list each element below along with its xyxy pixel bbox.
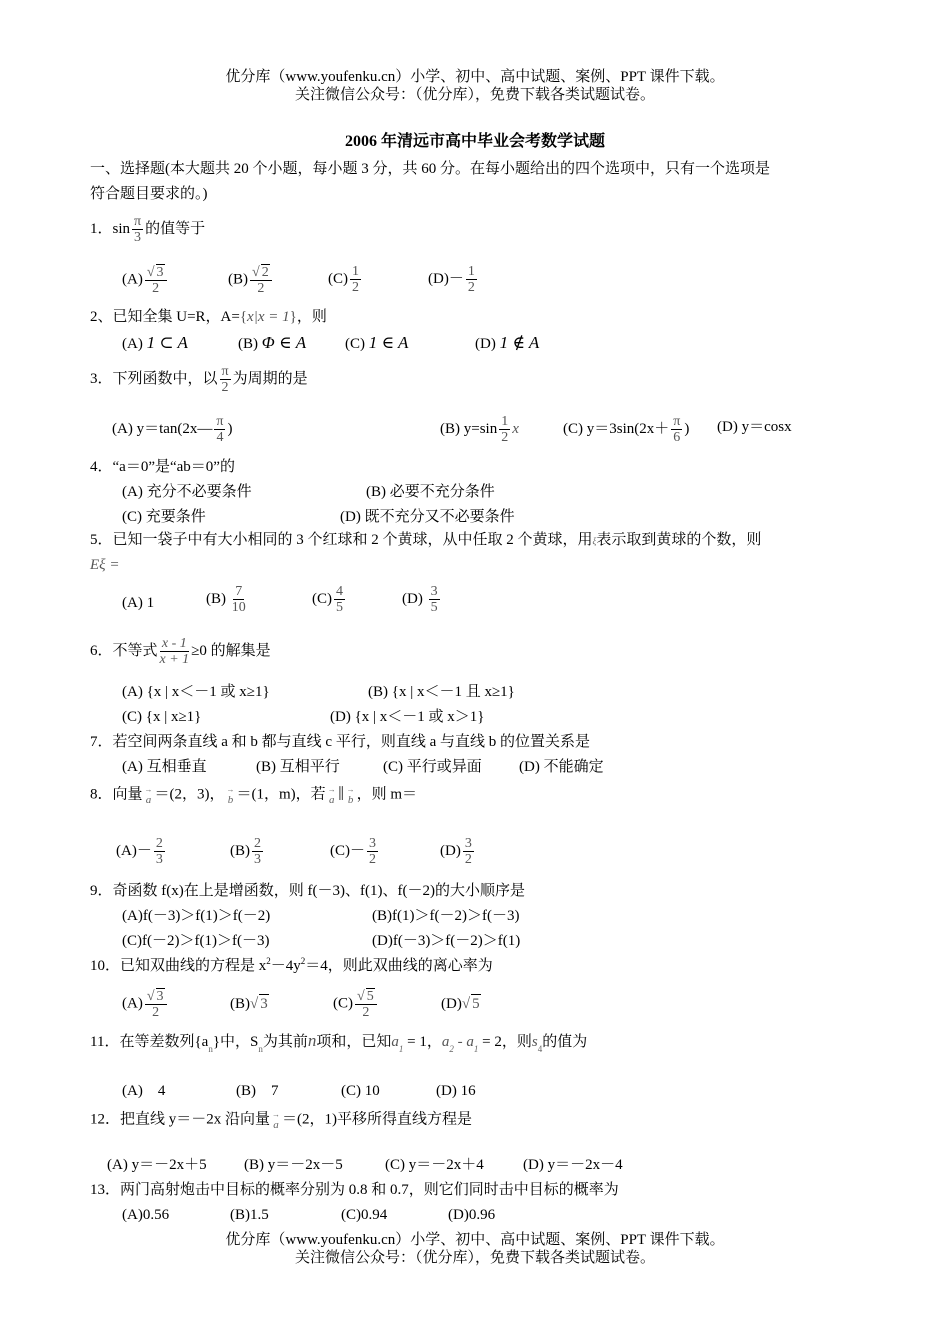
q2-option-b[interactable]	[238, 334, 306, 353]
q8-d-den: 2	[464, 852, 472, 867]
q2-option-d[interactable]	[475, 334, 539, 353]
q3-stem-post: 为周期的是	[232, 370, 308, 387]
question-10-stem	[90, 957, 493, 976]
q4-option-c[interactable]: (C) 充要条件	[122, 509, 206, 525]
q12-option-c[interactable]: (C) y＝－2x＋4	[385, 1157, 484, 1173]
q4-option-b[interactable]: (B) 必要不充分条件	[366, 484, 495, 500]
q3-c-pre: (C) y＝3sin(2x＋	[563, 420, 670, 437]
q8-stem-1: 8．向量	[90, 786, 143, 803]
q11-option-d[interactable]: (D) 16	[436, 1083, 476, 1099]
q3-b-den: 2	[501, 430, 509, 445]
q10-option-a[interactable]	[122, 988, 169, 1020]
q1-a-label: (A)	[122, 271, 143, 288]
q1-option-a[interactable]	[122, 264, 169, 296]
q8-option-a[interactable]	[116, 836, 167, 867]
q3-frac	[220, 364, 231, 395]
q11-option-b[interactable]: (B) 7	[236, 1083, 279, 1099]
q8-b-frac	[252, 836, 263, 867]
q11-cond2-sub2: 2	[449, 1044, 454, 1054]
q5-xi: ξ	[592, 536, 597, 546]
q5-c-num: 4	[336, 584, 343, 599]
q10-b-rad: 3	[260, 996, 268, 1012]
q11-option-a[interactable]: (A) 4	[122, 1083, 166, 1099]
q5-option-b[interactable]	[206, 584, 248, 615]
q1-c-label: (C)	[328, 270, 348, 287]
question-11-stem	[90, 1032, 587, 1052]
question-6-stem	[90, 636, 271, 667]
q2-d-expr: 1 ∉ A	[499, 333, 540, 352]
question-12-stem	[90, 1110, 472, 1130]
q3-b-post: x	[512, 420, 519, 437]
q12-vector-a: → a	[272, 1110, 281, 1131]
q8-vector-b: → b	[226, 785, 235, 806]
q10-sup-2: 2	[300, 956, 306, 966]
q1-a-den: 2	[152, 281, 160, 296]
q11-cond1-a: a	[391, 1034, 399, 1050]
q12-stem-post: ＝(2，1)平移所得直线方程是	[282, 1111, 473, 1128]
q4-option-a[interactable]: (A) 充分不必要条件	[122, 484, 252, 500]
q2-c-label: (C)	[345, 336, 365, 352]
q11-sub-n2: n	[258, 1044, 263, 1054]
q12-option-d[interactable]: (D) y＝－2x－4	[523, 1157, 623, 1173]
q5-option-d[interactable]	[402, 584, 442, 615]
question-5-stem	[90, 531, 761, 550]
q3-option-a[interactable]	[112, 414, 232, 445]
q3-b-pre: (B) y=sin	[440, 420, 498, 437]
q3-b-num: 1	[501, 414, 509, 429]
q11-cond2-sub1: 1	[473, 1044, 479, 1054]
q2-option-c[interactable]	[345, 334, 408, 353]
q4-option-d[interactable]: (D) 既不充分又不必要条件	[340, 509, 515, 525]
q5-d-frac	[429, 584, 440, 615]
q1-option-b[interactable]	[228, 264, 274, 296]
q11-cond2-a2: a	[441, 1034, 450, 1050]
q10-c-rad: 5	[366, 989, 374, 1004]
q8-a-den: 3	[155, 852, 163, 867]
q7-option-d[interactable]: (D) 不能确定	[519, 759, 604, 775]
q8-option-b[interactable]	[230, 836, 265, 867]
q3-b-frac	[499, 414, 510, 445]
q1-option-d[interactable]	[428, 264, 479, 295]
q8-b-num: 2	[254, 836, 261, 851]
q11-s: s	[531, 1034, 538, 1050]
q2-set-expr: x|x = 1	[247, 309, 290, 325]
q1-c-frac	[350, 264, 361, 295]
q5-b-label: (B)	[206, 590, 226, 607]
q2-option-a[interactable]	[122, 334, 188, 353]
q7-option-a[interactable]: (A) 互相垂直	[122, 759, 207, 775]
q8-c-den: 2	[369, 852, 376, 867]
q1-a-rad: 3	[156, 265, 164, 280]
q5-line-2: Eξ =	[90, 557, 120, 573]
q2-b-expr: Φ ∈ A	[261, 333, 307, 352]
q3-frac-num: π	[221, 364, 229, 379]
q3-option-c[interactable]	[563, 414, 689, 445]
q1-c-num: 1	[352, 264, 359, 279]
q1-c-den: 2	[352, 280, 359, 295]
q11-option-c[interactable]: (C) 10	[341, 1083, 380, 1099]
q8-option-c[interactable]	[330, 836, 380, 867]
q8-c-frac	[367, 836, 378, 867]
q3-a-post: )	[227, 420, 233, 437]
q12-stem-pre: 12．把直线 y＝－2x 沿向量	[90, 1111, 271, 1128]
question-4-stem: 4．“a＝0”是“ab＝0”的	[90, 459, 235, 475]
q3-c-num: π	[673, 414, 681, 429]
q8-a-frac	[154, 836, 165, 867]
q7-option-c[interactable]: (C) 平行或异面	[383, 759, 482, 775]
q5-option-a[interactable]: (A) 1	[122, 595, 155, 611]
q8-vector-b-2: → b	[346, 785, 355, 806]
q10-a-den: 2	[152, 1005, 160, 1020]
q5-b-den: 10	[231, 600, 246, 615]
q3-a-pre: (A) y＝tan(2x—	[112, 420, 213, 437]
q6-option-b[interactable]: (B) {x | x＜－1 且 x≥1}	[368, 684, 515, 700]
q11-cond1-eq: = 1，	[403, 1034, 442, 1050]
q5-d-num: 3	[430, 584, 438, 599]
q1-b-rad: 2	[261, 265, 269, 280]
q6-option-a[interactable]: (A) {x | x＜－1 或 x≥1}	[122, 684, 270, 700]
q11-sub-n1: n	[208, 1044, 213, 1054]
q8-vector-a: → a	[144, 785, 153, 806]
q2-stem-pre: 2、已知全集 U=R，A=	[90, 309, 240, 325]
q3-c-post: )	[684, 420, 690, 437]
q1-d-label: (D)－	[428, 270, 464, 287]
q11-stem-6: 的值为	[542, 1034, 588, 1050]
header-line-1: 优分库（www.youfenku.cn）小学、初中、高中试题、案例、PPT 课件下载。	[225, 69, 725, 85]
q3-option-b[interactable]	[440, 414, 519, 445]
q13-option-a[interactable]: (A)0.56	[122, 1207, 170, 1223]
q13-option-b[interactable]: (B)1.5	[230, 1207, 269, 1223]
q10-a-rad: 3	[156, 989, 164, 1004]
q5-b-num: 7	[235, 584, 243, 599]
q13-option-c[interactable]: (C)0.94	[341, 1207, 388, 1223]
question-1-stem	[90, 214, 205, 245]
q3-a-num: π	[216, 414, 224, 429]
q1-d-frac	[466, 264, 477, 295]
q10-stem-post: ＝4，则此双曲线的离心率为	[305, 958, 493, 974]
q2-c-expr: 1 ∈ A	[368, 333, 409, 352]
section-instruction-line-2: 符合题目要求的。)	[90, 186, 208, 202]
q11-n: n	[307, 1031, 317, 1050]
q5-c-frac	[334, 584, 345, 615]
q5-stem-pre: 5．已知一袋子中有大小相同的 3 个红球和 2 个黄球，从中任取 2 个黄球，用	[90, 532, 593, 548]
q8-vec-a2-label: a	[328, 794, 335, 806]
q2-a-expr: 1 ⊂ A	[146, 333, 188, 352]
q1-frac	[132, 214, 143, 245]
q5-option-c[interactable]	[312, 584, 347, 615]
q10-option-b[interactable]: (B)√ 3	[230, 996, 268, 1012]
footer-line-1: 优分库（www.youfenku.cn）小学、初中、高中试题、案例、PPT 课件下载。	[225, 1232, 725, 1248]
q9-option-c[interactable]: (C)f(－2)＞f(1)＞f(－3)	[122, 933, 270, 949]
q3-stem-pre: 3．下列函数中，以	[90, 370, 218, 387]
question-3-stem	[90, 364, 308, 395]
q11-cond-1	[391, 1034, 404, 1054]
q6-frac-num: x - 1	[161, 636, 187, 651]
q6-stem-post: ≥0 的解集是	[191, 642, 271, 659]
q6-stem-pre: 6．不等式	[90, 642, 158, 659]
q6-option-c[interactable]: (C) {x | x≥1}	[122, 709, 202, 725]
q9-option-b[interactable]: (B)f(1)＞f(－2)＞f(－3)	[372, 908, 520, 924]
q9-option-a[interactable]: (A)f(－3)＞f(1)＞f(－2)	[122, 908, 271, 924]
q8-vector-a-2: → a	[327, 785, 336, 806]
q11-cond2-eq: = 2	[478, 1034, 502, 1050]
question-7-stem: 7．若空间两条直线 a 和 b 都与直线 c 平行，则直线 a 与直线 b 的位置关系是	[90, 734, 590, 750]
footer-line-2: 关注微信公众号：（优分库），免费下载各类试题试卷。	[294, 1250, 655, 1266]
q10-c-frac: $\frac{√ 5}{2}$	[355, 988, 377, 1020]
q3-frac-den: 2	[221, 380, 229, 395]
q10-stem-mid: －4y	[270, 958, 301, 974]
q11-stem-4: 项和，已知	[316, 1034, 392, 1050]
q2-stem-post: ，则	[296, 309, 327, 325]
q8-vec-a-label: a	[145, 794, 152, 806]
q8-option-d[interactable]	[440, 836, 476, 867]
q9-option-d[interactable]: (D)f(－3)＞f(－2)＞f(1)	[372, 933, 521, 949]
q1-b-label: (B)	[228, 271, 248, 288]
q1-option-c[interactable]	[328, 264, 363, 295]
q1-d-den: 2	[467, 280, 475, 295]
q10-c-label: (C)	[333, 995, 353, 1012]
q8-c-num: 3	[369, 836, 376, 851]
page-title: 2006 年清远市高中毕业会考数学试题	[344, 133, 605, 150]
q8-stem-2: ＝(2，3)，	[154, 786, 225, 803]
q11-stem-3: 为其前	[262, 1034, 308, 1050]
q10-option-c[interactable]	[333, 988, 379, 1020]
q3-option-d[interactable]: (D) y＝cosx	[717, 419, 792, 435]
q6-frac-den: x + 1	[159, 652, 190, 667]
q8-d-label: (D)	[440, 842, 461, 859]
q8-vec-b2-label: b	[347, 794, 354, 806]
q11-cond-2	[441, 1034, 479, 1054]
q3-c-den: 6	[673, 430, 681, 445]
q8-vec-b-label: b	[227, 794, 234, 806]
q8-stem-3: ＝(1，m)，若	[236, 786, 326, 803]
q10-option-d[interactable]: (D)√ 5	[441, 996, 480, 1012]
q1-d-num: 1	[467, 264, 475, 279]
q11-s-sub: 4	[537, 1044, 543, 1054]
q8-b-den: 3	[254, 852, 261, 867]
q8-d-num: 3	[464, 836, 472, 851]
q8-stem-4: ，则 m＝	[356, 786, 418, 803]
q10-stem-pre: 10．已知双曲线的方程是 x	[90, 958, 267, 974]
q8-d-frac	[463, 836, 474, 867]
q10-d-rad: 5	[472, 996, 480, 1012]
section-instruction-line-1: 一、选择题(本大题共 20 个小题，每小题 3 分，共 60 分。在每小题给出的四个选项中，只有一个选项是	[90, 161, 770, 177]
q1-b-frac: $\frac{√ 2}{2}$	[250, 264, 272, 296]
q1-b-den: 2	[257, 281, 265, 296]
question-13-stem: 13．两门高射炮击中目标的概率分别为 0.8 和 0.7，则它们同时击中目标的概率为	[90, 1182, 619, 1198]
q1-stem-post: 的值等于	[145, 220, 206, 237]
q5-c-label: (C)	[312, 590, 332, 607]
question-8-stem	[90, 785, 417, 805]
q2-set: {x|x = 1}	[239, 309, 297, 325]
q3-a-frac	[214, 414, 225, 445]
q5-d-den: 5	[430, 600, 438, 615]
q2-d-label: (D)	[475, 336, 496, 352]
q1-stem-pre: 1．sin	[90, 220, 131, 237]
q11-cond1-sub: 1	[398, 1044, 404, 1054]
q11-cond2-mid: - a	[453, 1034, 474, 1050]
q12-vec-a-label: a	[273, 1119, 279, 1131]
q7-option-b[interactable]: (B) 互相平行	[256, 759, 340, 775]
q2-b-label: (B)	[238, 336, 258, 352]
q6-frac	[160, 636, 190, 667]
q8-a-num: 2	[155, 836, 163, 851]
q11-stem-2: }中，S	[212, 1034, 259, 1050]
q10-b-label: (B)	[230, 996, 250, 1012]
q3-a-den: 4	[216, 430, 224, 445]
q8-parallel: ∥	[337, 786, 345, 803]
q11-stem-1: 11．在等差数列{a	[90, 1034, 209, 1050]
q12-option-a[interactable]: (A) y＝－2x＋5	[107, 1157, 207, 1173]
q5-b-frac	[232, 584, 246, 615]
q2-a-label: (A)	[122, 336, 143, 352]
q8-b-label: (B)	[230, 842, 250, 859]
q10-a-frac: $\frac{√ 3}{2}$	[145, 988, 167, 1020]
q8-a-label: (A)－	[116, 842, 152, 859]
q5-c-den: 5	[336, 600, 343, 615]
q13-option-d[interactable]: (D)0.96	[448, 1207, 496, 1223]
header-line-2: 关注微信公众号：（优分库），免费下载各类试题试卷。	[294, 87, 655, 103]
q10-sup-1: 2	[266, 956, 271, 966]
q1-frac-num: π	[134, 214, 142, 229]
question-2-stem	[90, 308, 327, 326]
q10-d-label: (D)	[441, 996, 462, 1012]
q1-a-frac: $\frac{√ 3}{2}$	[145, 264, 167, 296]
question-9-stem: 9．奇函数 f(x)在上是增函数，则 f(－3)、f(1)、f(－2)的大小顺序是	[90, 883, 525, 899]
q12-option-b[interactable]: (B) y＝－2x－5	[244, 1157, 343, 1173]
q10-a-label: (A)	[122, 995, 143, 1012]
q8-c-label: (C)－	[330, 842, 365, 859]
q11-stem-5: ，则	[501, 1034, 532, 1050]
q10-c-den: 2	[362, 1005, 370, 1020]
q6-option-d[interactable]: (D) {x | x＜－1 或 x＞1}	[330, 709, 485, 725]
q5-stem-post: 表示取到黄球的个数，则	[596, 532, 762, 548]
q5-d-label: (D)	[402, 590, 423, 607]
q3-c-frac	[671, 414, 682, 445]
q1-frac-den: 3	[134, 230, 142, 245]
